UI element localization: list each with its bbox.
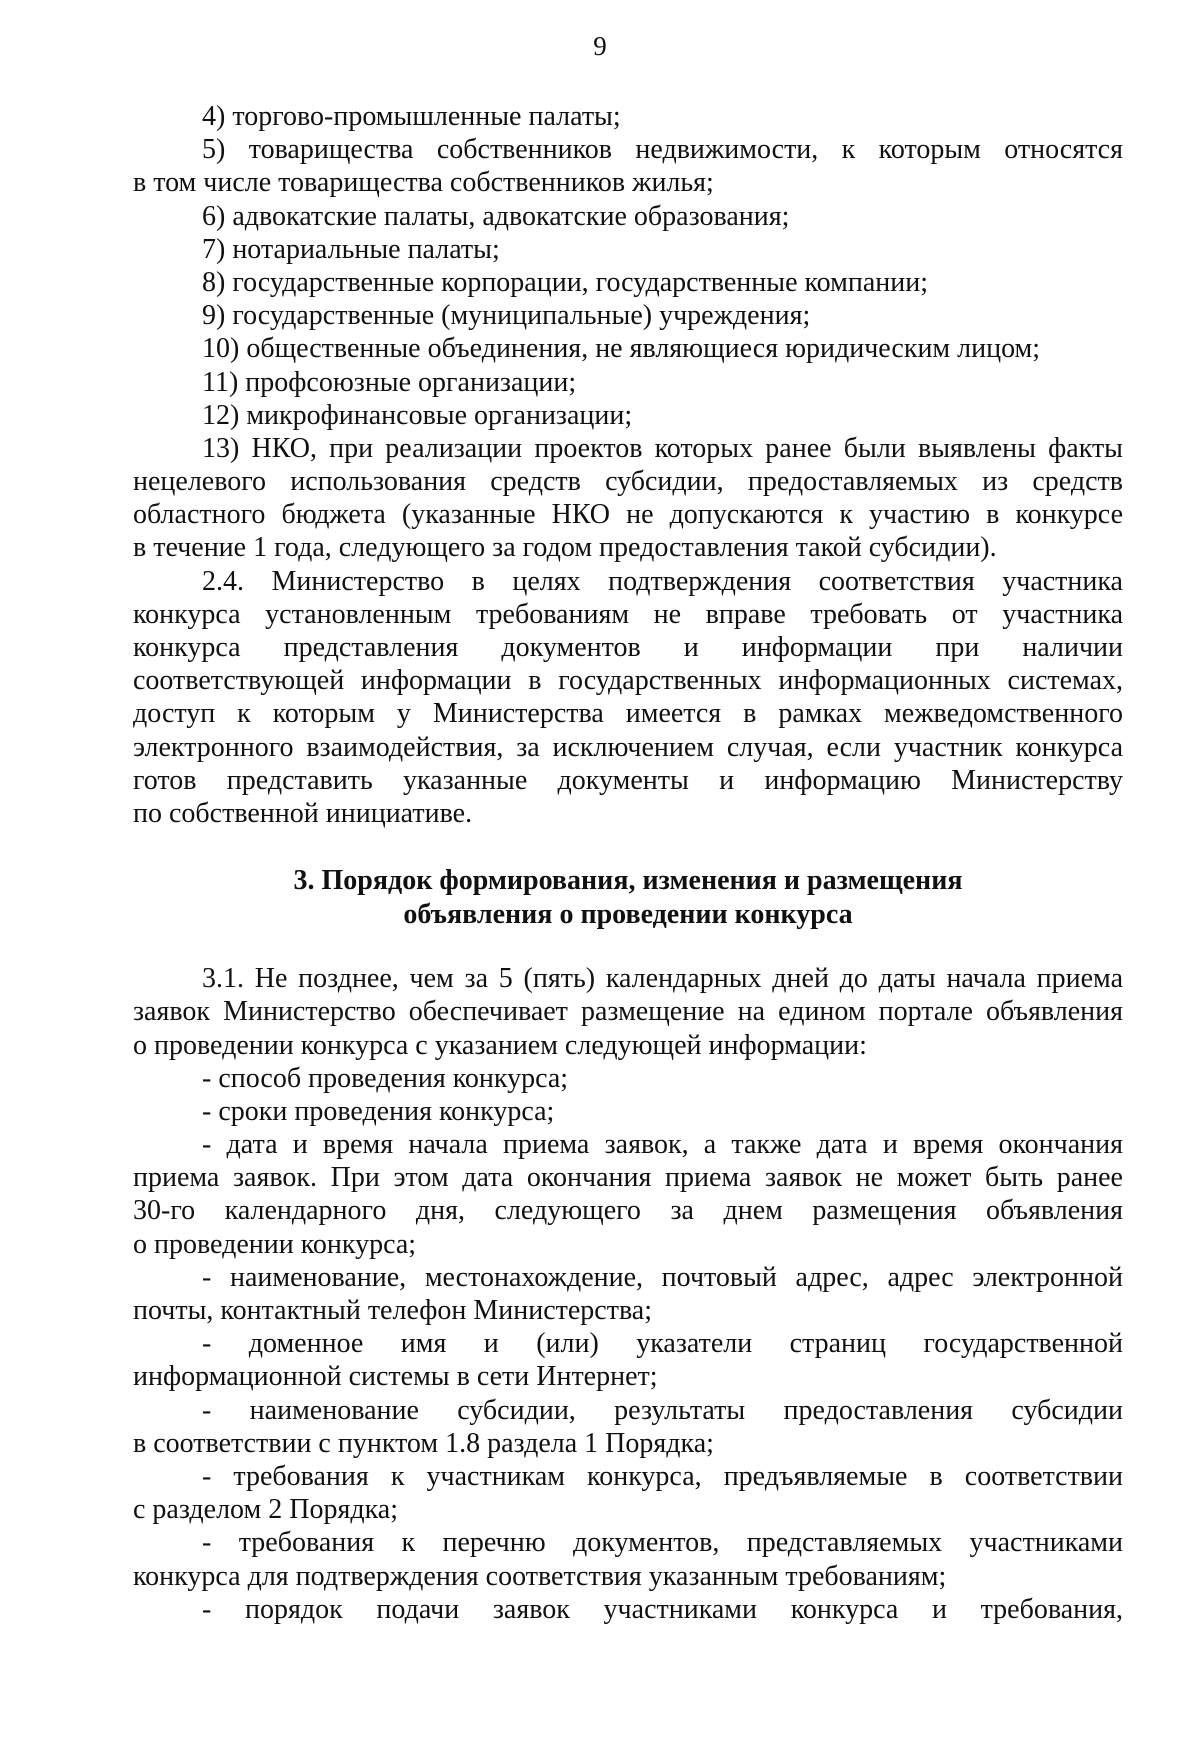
list-item: - наименование, местонахождение, почтовый адрес, адрес электронной <box>202 1261 1123 1293</box>
list-item: 10) общественные объединения, не являющиеся юридическим лицом; <box>202 333 1041 365</box>
list-item-continuation: с разделом 2 Порядка; <box>133 1494 398 1526</box>
list-item-continuation: 30-го календарного дня, следующего за днем размещения объявления <box>133 1195 1123 1227</box>
paragraph-line: конкурса представления документов и информации при наличии <box>133 632 1123 663</box>
list-item-continuation: в том числе товарищества собственников жилья; <box>133 167 714 199</box>
list-item: - сроки проведения конкурса; <box>202 1095 555 1127</box>
paragraph-line: по собственной инициативе. <box>133 797 473 829</box>
list-item: 11) профсоюзные организации; <box>202 366 577 398</box>
list-item: 12) микрофинансовые организации; <box>202 399 633 431</box>
paragraph-line: соответствующей информации в государственных информационных системах, <box>133 665 1123 697</box>
list-item-continuation: приема заявок. При этом дата окончания приема заявок не может быть ранее <box>133 1162 1123 1194</box>
paragraph-line: готов представить указанные документы и информацию Министерству <box>133 764 1123 796</box>
list-item: 8) государственные корпорации, государственные компании; <box>202 266 929 298</box>
section-heading: 3. Порядок формирования, изменения и размещения <box>293 865 963 897</box>
section-heading: объявления о проведении конкурса <box>403 899 853 931</box>
paragraph-line: электронного взаимодействия, за исключением случая, если участник конкурса <box>133 731 1123 763</box>
list-item: 13) НКО, при реализации проектов которых ранее были выявлены факты <box>202 432 1123 464</box>
list-item: 6) адвокатские палаты, адвокатские образования; <box>202 200 790 232</box>
list-item: - наименование субсидии, результаты предоставления субсидии <box>202 1394 1123 1426</box>
list-item: 7) нотариальные палаты; <box>202 233 500 265</box>
page-number: 9 <box>593 31 607 61</box>
list-item-continuation: нецелевого использования средств субсидии, предоставляемых из средств <box>133 466 1123 498</box>
list-item: 9) государственные (муниципальные) учреждения; <box>202 300 811 332</box>
list-item-continuation: почты, контактный телефон Министерства; <box>133 1295 653 1326</box>
list-item: - дата и время начала приема заявок, а также дата и время окончания <box>202 1129 1123 1161</box>
list-item: 4) торгово-промышленные палаты; <box>202 101 621 132</box>
list-item-continuation: конкурса для подтверждения соответствия указанным требованиям; <box>133 1560 947 1592</box>
paragraph-line: доступ к которым у Министерства имеется в рамках межведомственного <box>133 698 1123 730</box>
list-item-continuation: о проведении конкурса; <box>133 1228 417 1260</box>
paragraph-line: о проведении конкурса с указанием следующей информации: <box>133 1029 867 1061</box>
list-item-continuation: в соответствии с пунктом 1.8 раздела 1 Порядка; <box>133 1427 714 1459</box>
list-item-continuation: областного бюджета (указанные НКО не допускаются к участию в конкурсе <box>133 499 1123 531</box>
list-item-continuation: в течение 1 года, следующего за годом предоставления такой субсидии). <box>133 532 997 564</box>
spacer <box>133 830 1123 864</box>
paragraph-line: заявок Министерство обеспечивает размещение на едином портале объявления <box>133 996 1123 1028</box>
list-item: - доменное имя и (или) указатели страниц государственной <box>202 1328 1123 1360</box>
list-item: 5) товарищества собственников недвижимости, к которым относятся <box>202 134 1123 166</box>
list-item: - способ проведения конкурса; <box>202 1062 569 1094</box>
paragraph-line: 2.4. Министерство в целях подтверждения соответствия участника <box>202 565 1123 597</box>
paragraph-line: конкурса установленным требованиям не вправе требовать от участника <box>133 598 1123 630</box>
paragraph-line: 3.1. Не позднее, чем за 5 (пять) календарных дней до даты начала приема <box>202 963 1123 995</box>
document-body <box>133 100 1123 1626</box>
list-item: - требования к участникам конкурса, предъявляемые в соответствии <box>202 1460 1123 1492</box>
list-item: - порядок подачи заявок участниками конкурса и требования, <box>202 1593 1123 1625</box>
spacer <box>133 932 1123 962</box>
list-item-continuation: информационной системы в сети Интернет; <box>133 1361 658 1393</box>
list-item: - требования к перечню документов, представляемых участниками <box>202 1527 1123 1559</box>
